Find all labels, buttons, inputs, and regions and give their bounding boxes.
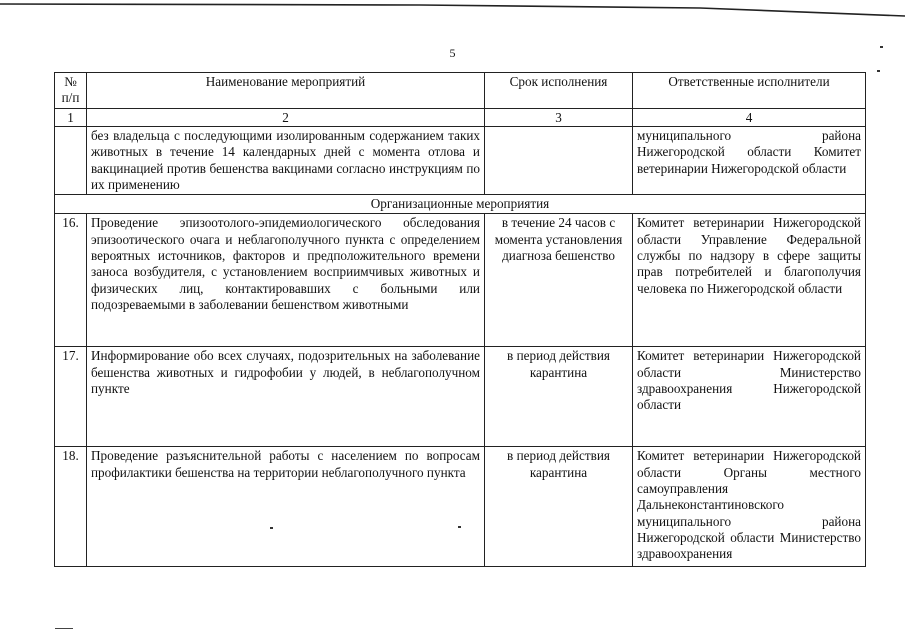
scan-speck — [270, 527, 273, 529]
column-index: 4 — [633, 109, 866, 127]
scan-speck — [880, 46, 883, 48]
activity-responsible: Комитет ветеринарии Нижегородской области Управление Федеральной службы по надзору в сфере защиты прав потребителей и благополучия человека по Нижегородской области — [633, 214, 866, 347]
header-deadline: Срок исполнения — [485, 73, 633, 109]
row-number — [55, 127, 87, 195]
activity-deadline: в период действия карантина — [485, 447, 633, 567]
section-row — [55, 195, 866, 214]
column-index: 3 — [485, 109, 633, 127]
header-num: № п/п — [55, 73, 87, 109]
column-index: 1 — [55, 109, 87, 127]
table-row — [55, 447, 866, 567]
table-row-continuation — [55, 127, 866, 195]
table-row — [55, 214, 866, 347]
activity-deadline: в период действия карантина — [485, 347, 633, 447]
activity-name: Информирование обо всех случаях, подозрительных на заболевание бешенства животных и гидрофобии у людей, в неблагополучном пункте — [87, 347, 485, 447]
column-index: 2 — [87, 109, 485, 127]
header-name: Наименование мероприятий — [87, 73, 485, 109]
activity-responsible: Комитет ветеринарии Нижегородской области Органы местного самоуправления Дальнеконстантиновского муниципального района Нижегородской области Министерство здравоохранения — [633, 447, 866, 567]
row-number: 18. — [55, 447, 87, 567]
table-row — [55, 347, 866, 447]
scan-edge-line — [0, 0, 905, 30]
activity-name: Проведение разъяснительной работы с населением по вопросам профилактики бешенства на территории неблагополучного пункта — [87, 447, 485, 567]
row-number: 17. — [55, 347, 87, 447]
section-title: Организационные мероприятия — [55, 195, 866, 214]
page-number: 5 — [449, 46, 456, 60]
activities-table — [54, 72, 866, 567]
activity-name: Проведение эпизоотолого-эпидемиологического обследования эпизоотического очага и неблагополучного пункта с определением вероятных источников, факторов и предположительного времени заноса возбудителя, с установлением восприимчивых животных и физических лиц, контактировавших с больными или подозреваемыми в заболевании бешенством животными — [87, 214, 485, 347]
scan-mark — [55, 628, 73, 629]
activity-deadline — [485, 127, 633, 195]
column-index-row — [55, 109, 866, 127]
row-number: 16. — [55, 214, 87, 347]
header-responsible: Ответственные исполнители — [633, 73, 866, 109]
activity-name: без владельца с последующими изолированным содержанием таких животных в течение 14 календарных дней с момента отлова и вакцинацией против бешенства вакцинами согласно инструкциям по их применению — [87, 127, 485, 195]
table-header-row — [55, 73, 866, 109]
activity-responsible: Комитет ветеринарии Нижегородской области Министерство здравоохранения Нижегородской области — [633, 347, 866, 447]
activity-deadline: в течение 24 часов с момента установления диагноза бешенство — [485, 214, 633, 347]
activity-responsible: муниципального района Нижегородской области Комитет ветеринарии Нижегородской области — [633, 127, 866, 195]
scan-speck — [877, 70, 880, 72]
scan-speck — [458, 526, 461, 528]
